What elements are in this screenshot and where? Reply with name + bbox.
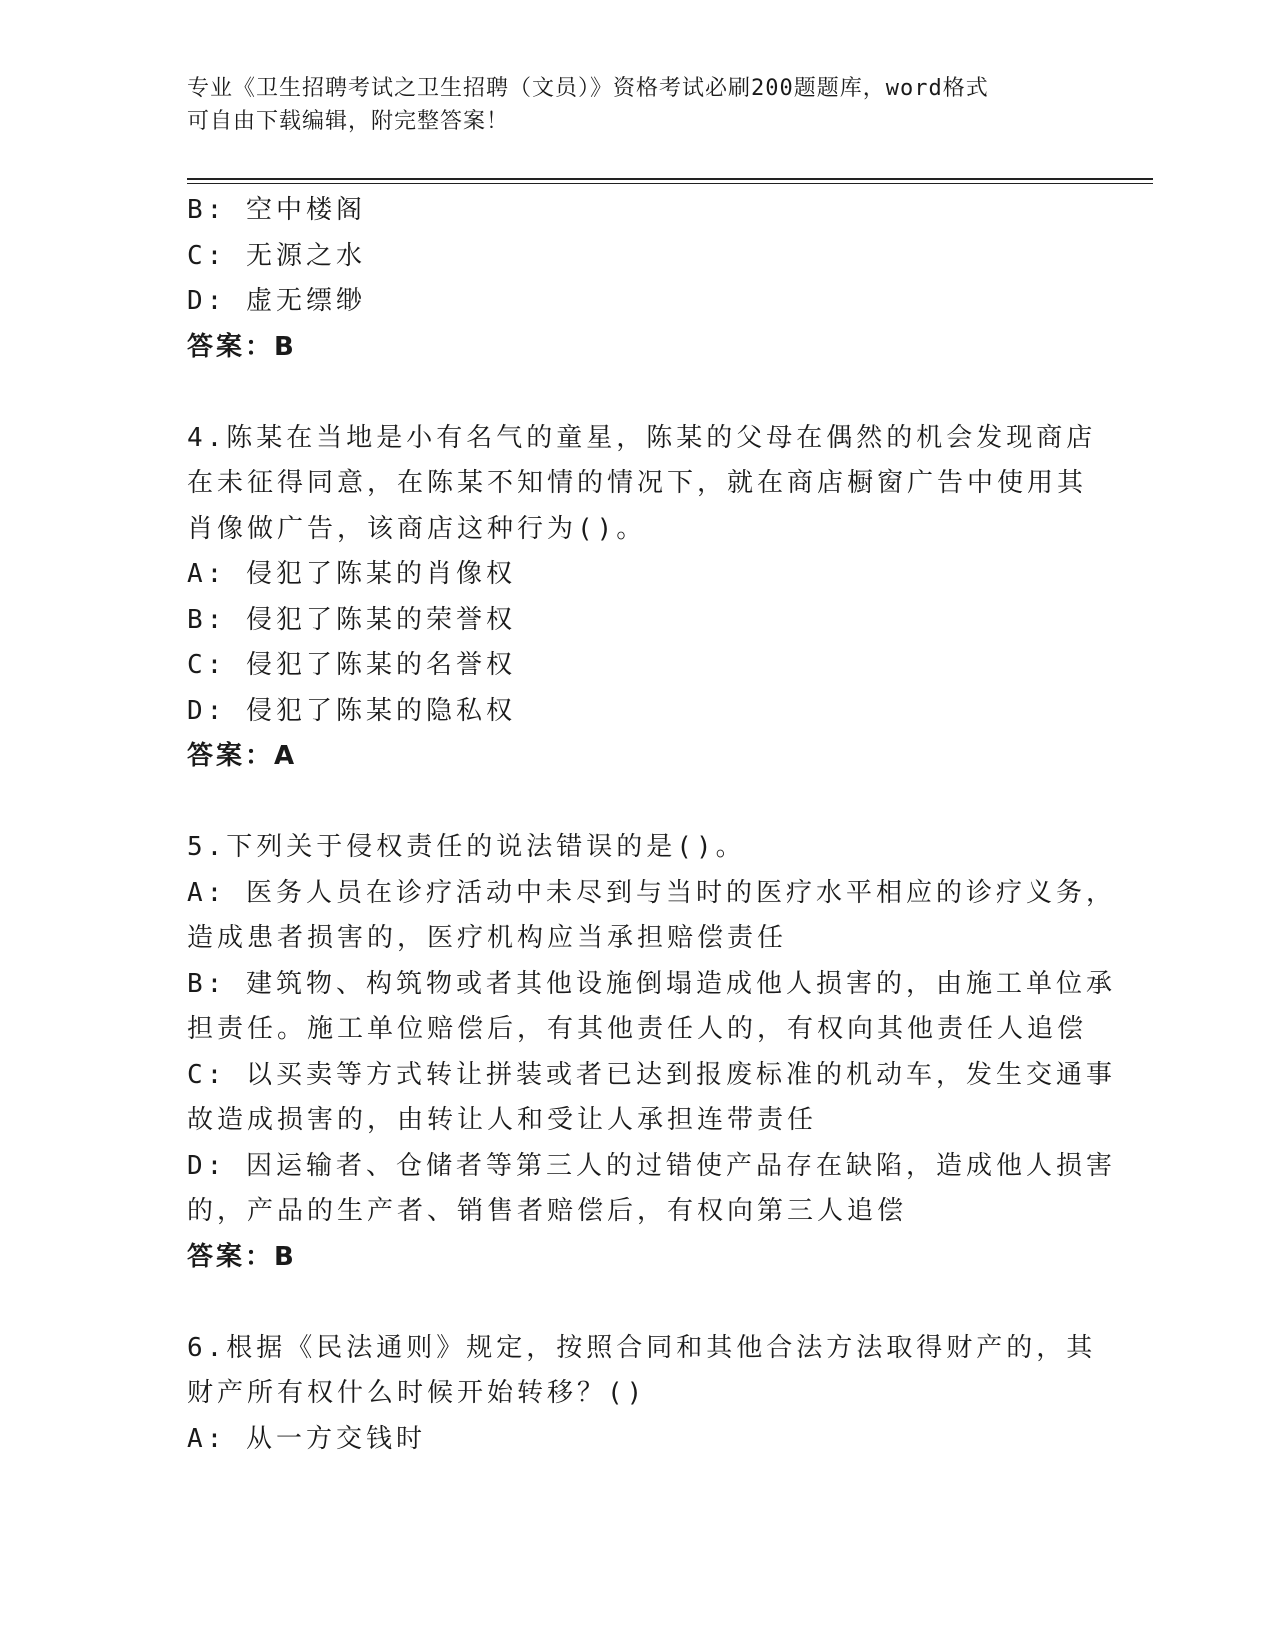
document-header: [187, 72, 1067, 138]
option-b: B: 空中楼阁: [187, 195, 366, 225]
header-title-line-1: 专业《卫生招聘考试之卫生招聘（文员）》资格考试必刷200题题库，word格式: [187, 76, 989, 101]
question-list: [187, 188, 1116, 1462]
option-c: C: 无源之水: [187, 240, 366, 271]
question-stem-line: 财产所有权什么时候开始转移？(): [187, 1378, 647, 1408]
option-a: A: 从一方交钱时: [187, 1423, 426, 1454]
answer-line: 答案：A: [187, 741, 298, 771]
question-4: [187, 416, 1097, 780]
option-a-line-2: 造成患者损害的，医疗机构应当承担赔偿责任: [187, 923, 788, 953]
option-d: D: 虚无缥缈: [187, 286, 366, 316]
question-3-tail: [187, 188, 1067, 370]
spacer: [187, 1280, 1067, 1326]
question-stem-line: 5.下列关于侵权责任的说法错误的是()。: [187, 832, 746, 862]
question-stem-line: 在未征得同意，在陈某不知情的情况下，就在商店橱窗广告中使用其: [187, 468, 1088, 498]
option-a: A: 侵犯了陈某的肖像权: [187, 559, 516, 589]
option-c-line-2: 故造成损害的，由转让人和受让人承担连带责任: [187, 1105, 818, 1135]
option-b-line-2: 担责任。施工单位赔偿后，有其他责任人的，有权向其他责任人追偿: [187, 1014, 1088, 1044]
question-6: [187, 1326, 1097, 1463]
question-stem-line: 6.根据《民法通则》规定，按照合同和其他合法方法取得财产的，其: [187, 1332, 1097, 1363]
question-5: [187, 825, 1116, 1280]
option-b: B: 侵犯了陈某的荣誉权: [187, 604, 516, 635]
option-d-line-2: 的，产品的生产者、销售者赔偿后，有权向第三人追偿: [187, 1196, 908, 1226]
answer-line: 答案：B: [187, 1241, 297, 1272]
option-c: C: 侵犯了陈某的名誉权: [187, 650, 516, 680]
option-d: D: 侵犯了陈某的隐私权: [187, 695, 516, 726]
header-divider-thick: [187, 178, 1153, 180]
answer-line: 答案：B: [187, 331, 297, 362]
option-c-line-1: C: 以买卖等方式转让拼装或者已达到报废标准的机动车，发生交通事: [187, 1059, 1116, 1090]
option-b-line-1: B: 建筑物、构筑物或者其他设施倒塌造成他人损害的，由施工单位承: [187, 968, 1116, 999]
option-d-line-1: D: 因运输者、仓储者等第三人的过错使产品存在缺陷，造成他人损害: [187, 1150, 1116, 1181]
question-stem-line: 4.陈某在当地是小有名气的童星，陈某的父母在偶然的机会发现商店: [187, 422, 1097, 453]
header-title-line-2: 可自由下载编辑，附完整答案！: [187, 109, 510, 134]
question-stem-line: 肖像做广告，该商店这种行为()。: [187, 513, 647, 544]
option-a-line-1: A: 医务人员在诊疗活动中未尽到与当时的医疗水平相应的诊疗义务，: [187, 877, 1116, 908]
spacer: [187, 780, 1067, 826]
spacer: [187, 370, 1067, 416]
header-divider-thin: [187, 183, 1153, 184]
